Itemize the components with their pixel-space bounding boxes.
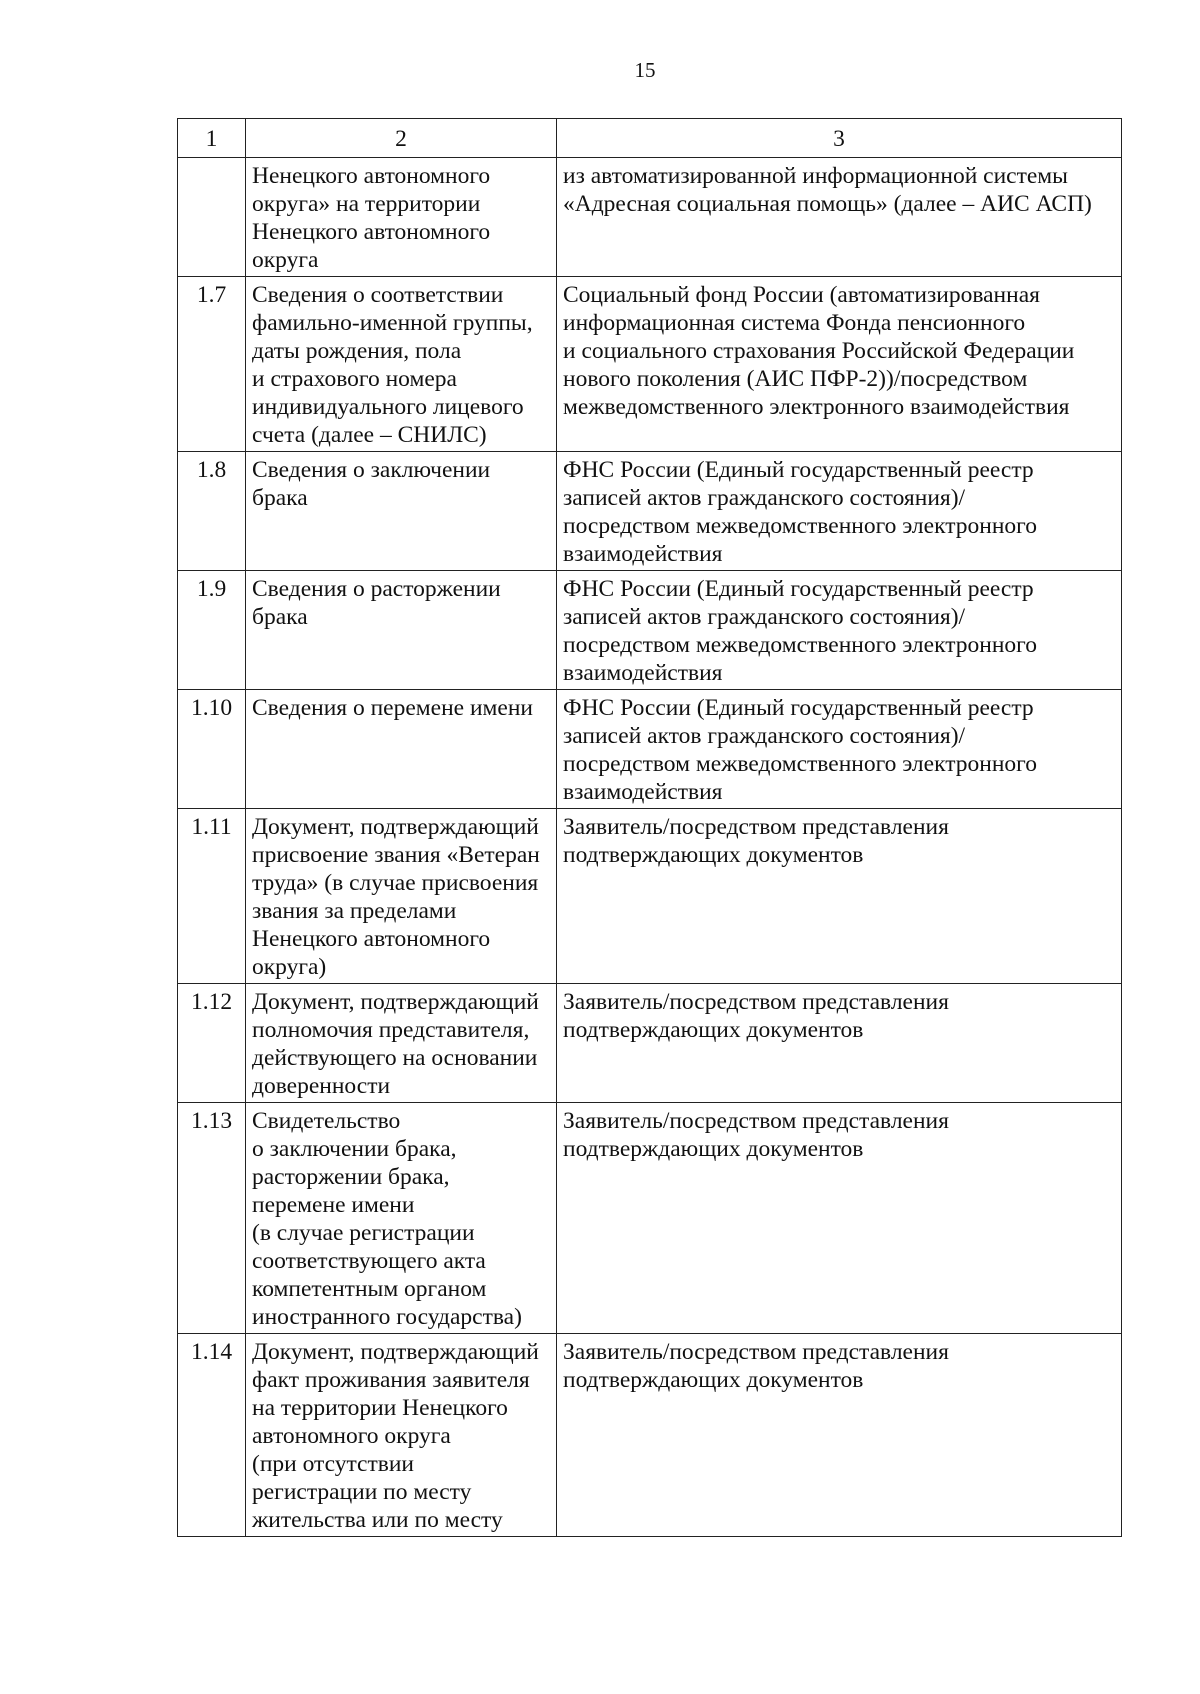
data-source: ФНС России (Единый государственный реестр записей актов гражданского состояния)/ посредством межведомственного электронного взаимодействия bbox=[557, 690, 1122, 809]
row-number: 1.7 bbox=[178, 277, 246, 452]
data-source: из автоматизированной информационной системы «Адресная социальная помощь» (далее – АИС АСП) bbox=[557, 158, 1122, 277]
table-row bbox=[178, 809, 1122, 984]
row-number: 1.13 bbox=[178, 1103, 246, 1334]
data-source: Заявитель/посредством представления подтверждающих документов bbox=[557, 984, 1122, 1103]
row-number bbox=[178, 158, 246, 277]
table-row bbox=[178, 1103, 1122, 1334]
data-source: Заявитель/посредством представления подтверждающих документов bbox=[557, 809, 1122, 984]
row-number: 1.12 bbox=[178, 984, 246, 1103]
table-row bbox=[178, 984, 1122, 1103]
column-header-1: 1 bbox=[178, 119, 246, 158]
data-source: Заявитель/посредством представления подтверждающих документов bbox=[557, 1334, 1122, 1537]
table-row bbox=[178, 158, 1122, 277]
table-row bbox=[178, 1334, 1122, 1537]
table-row bbox=[178, 571, 1122, 690]
row-number: 1.9 bbox=[178, 571, 246, 690]
documents-table bbox=[177, 118, 1122, 1537]
document-name: Документ, подтверждающий полномочия представителя, действующего на основании доверенности bbox=[246, 984, 557, 1103]
data-source: ФНС России (Единый государственный реестр записей актов гражданского состояния)/ посредством межведомственного электронного взаимодействия bbox=[557, 452, 1122, 571]
page-number: 15 bbox=[634, 58, 656, 82]
document-name: Сведения о перемене имени bbox=[246, 690, 557, 809]
table-row bbox=[178, 452, 1122, 571]
data-source: ФНС России (Единый государственный реестр записей актов гражданского состояния)/ посредством межведомственного электронного взаимодействия bbox=[557, 571, 1122, 690]
document-name: Сведения о заключении брака bbox=[246, 452, 557, 571]
document-name: Документ, подтверждающий присвоение звания «Ветеран труда» (в случае присвоения звания за пределами Ненецкого автономного округа) bbox=[246, 809, 557, 984]
data-source: Социальный фонд России (автоматизированная информационная система Фонда пенсионного и социального страхования Российской Федерации нового поколения (АИС ПФР-2))/посредством межведомственного электронного взаимодействия bbox=[557, 277, 1122, 452]
row-number: 1.10 bbox=[178, 690, 246, 809]
document-name: Сведения о расторжении брака bbox=[246, 571, 557, 690]
table-row bbox=[178, 277, 1122, 452]
data-source: Заявитель/посредством представления подтверждающих документов bbox=[557, 1103, 1122, 1334]
row-number: 1.14 bbox=[178, 1334, 246, 1537]
document-name: Сведения о соответствии фамильно-именной группы, даты рождения, пола и страхового номера индивидуального лицевого счета (далее – СНИЛС) bbox=[246, 277, 557, 452]
column-header-2: 2 bbox=[246, 119, 557, 158]
row-number: 1.8 bbox=[178, 452, 246, 571]
document-name: Свидетельство о заключении брака, расторжении брака, перемене имени (в случае регистрации соответствующего акта компетентным органом иностранного государства) bbox=[246, 1103, 557, 1334]
column-header-3: 3 bbox=[557, 119, 1122, 158]
table-row bbox=[178, 690, 1122, 809]
row-number: 1.11 bbox=[178, 809, 246, 984]
table-header-row bbox=[178, 119, 1122, 158]
document-name: Ненецкого автономного округа» на территории Ненецкого автономного округа bbox=[246, 158, 557, 277]
document-name: Документ, подтверждающий факт проживания заявителя на территории Ненецкого автономного округа (при отсутствии регистрации по месту жительства или по месту bbox=[246, 1334, 557, 1537]
